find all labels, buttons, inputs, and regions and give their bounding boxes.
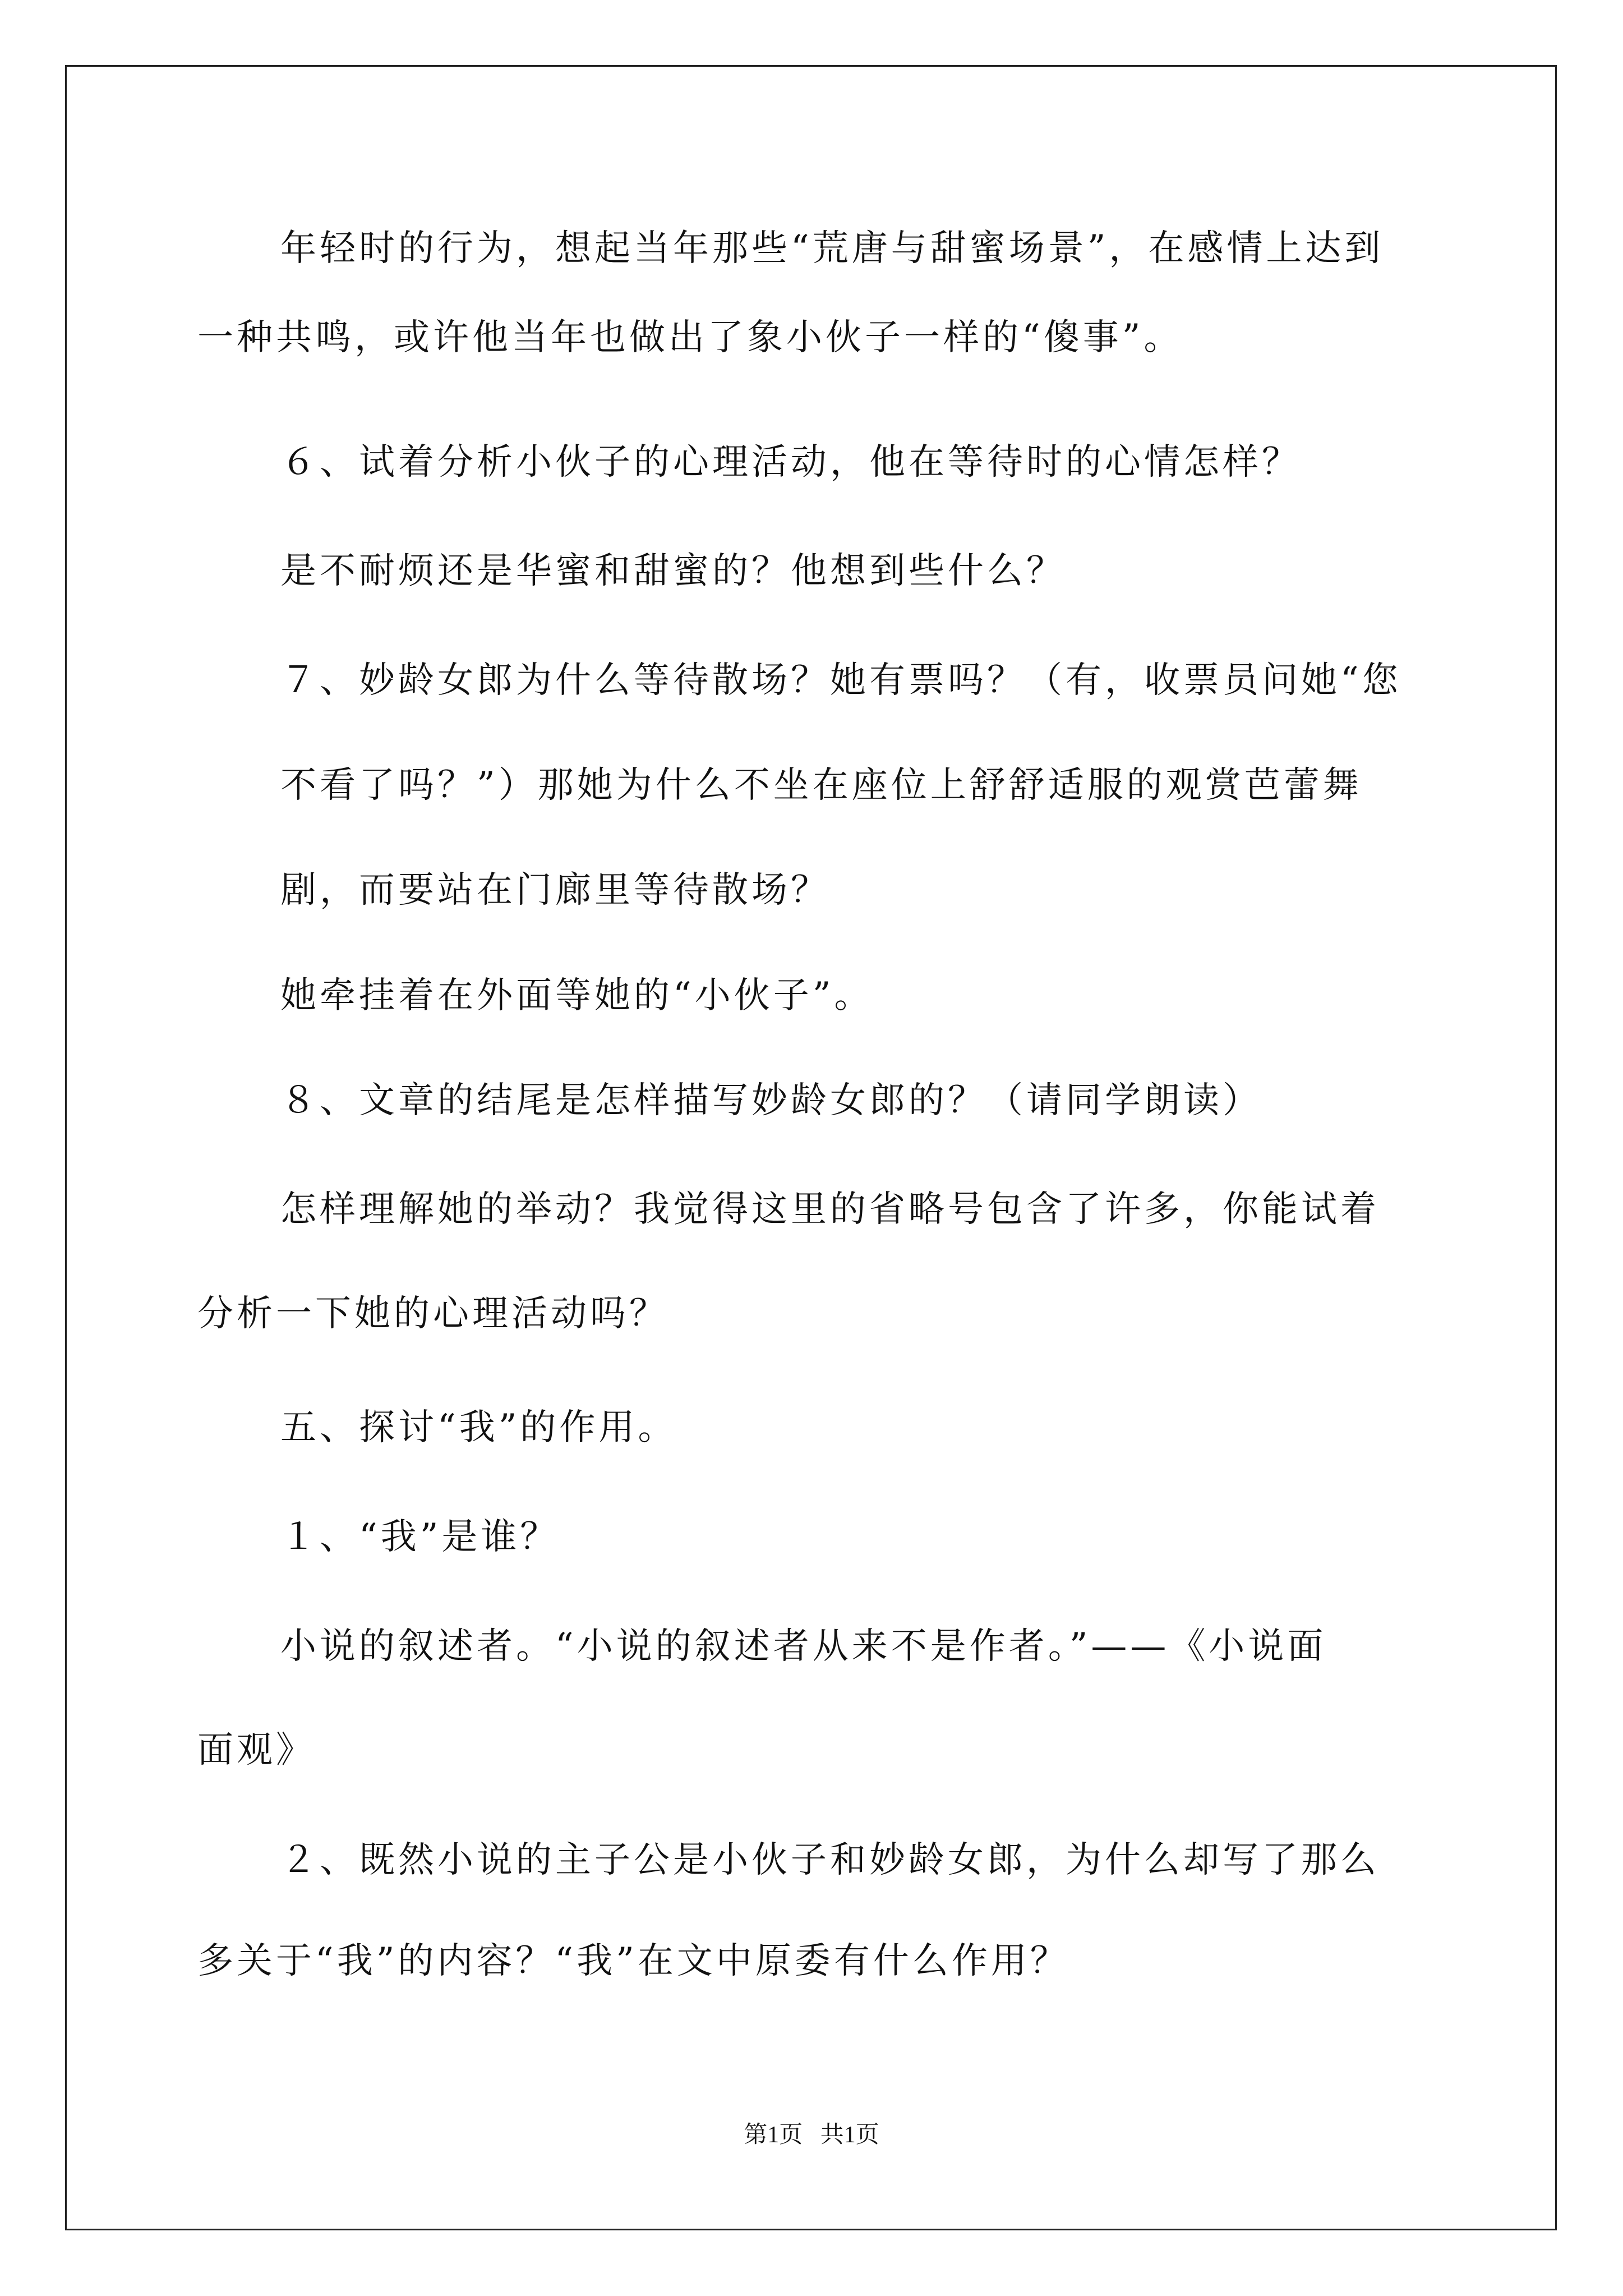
text-line-5: ７、妙龄女郎为什么等待散场？她有票吗？（有，收票员问她“您 <box>280 660 1401 701</box>
text-line-9: ８、文章的结尾是怎样描写妙龄女郎的？（请同学朗读） <box>280 1080 1262 1121</box>
text-line-11: 分析一下她的心理活动吗？ <box>197 1293 668 1335</box>
page-footer: 第1页 共1页 <box>744 2122 879 2148</box>
text-line-10: 怎样理解她的举动？我觉得这里的省略号包含了许多，你能试着 <box>280 1189 1380 1230</box>
text-line-2: 一种共鸣，或许他当年也做出了象小伙子一样的“傻事”。 <box>197 317 1183 358</box>
text-line-4: 是不耐烦还是华蜜和甜蜜的？他想到些什么？ <box>280 550 1066 592</box>
text-line-17: 多关于“我”的内容？“我”在文中原委有什么作用？ <box>197 1940 1069 1982</box>
text-line-1: 年轻时的行为，想起当年那些“荒唐与甜蜜场景”，在感情上达到 <box>280 228 1384 269</box>
text-line-3: ６、试着分析小伙子的心理活动，他在等待时的心情怎样？ <box>280 441 1301 483</box>
text-line-16: ２、既然小说的主子公是小伙子和妙龄女郎，为什么却写了那么 <box>280 1839 1380 1881</box>
text-line-14: 小说的叙述者。“小说的叙述者从来不是作者。”——《小说面 <box>280 1626 1327 1667</box>
text-line-7: 剧，而要站在门廊里等待散场？ <box>280 869 830 911</box>
page-border <box>65 65 1557 2230</box>
text-line-12: 五、探讨“我”的作用。 <box>280 1407 677 1448</box>
text-line-13: １、“我”是谁？ <box>280 1516 560 1558</box>
text-line-15: 面观》 <box>197 1729 315 1771</box>
text-line-6: 不看了吗？”）那她为什么不坐在座位上舒舒适服的观赏芭蕾舞 <box>280 765 1362 806</box>
text-line-8: 她牵挂着在外面等她的“小伙子”。 <box>280 975 874 1016</box>
